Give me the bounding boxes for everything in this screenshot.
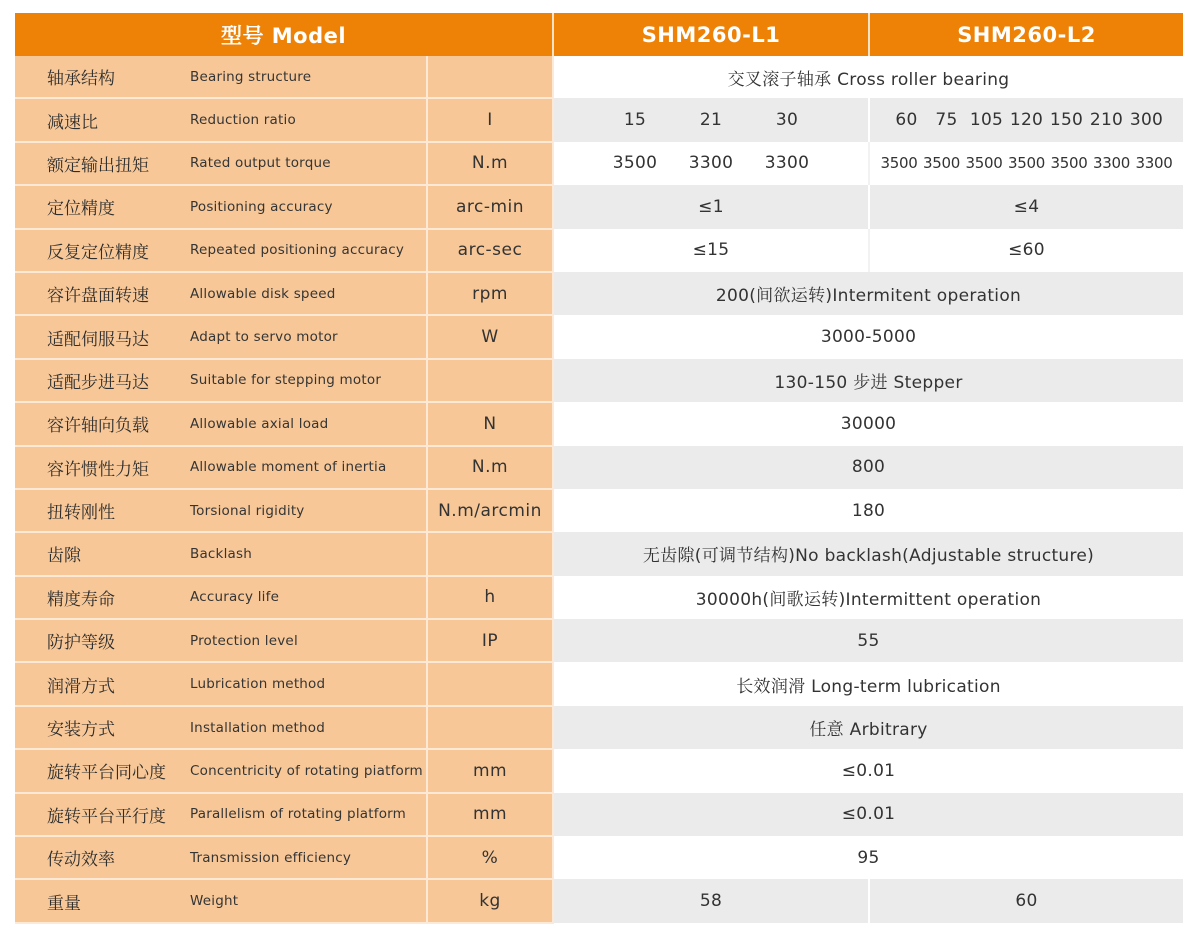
unit-cell: arc-min [427, 185, 553, 228]
ratio-value: 21 [699, 110, 723, 131]
unit-cell: N [427, 402, 553, 445]
value-cell-l1 [553, 98, 869, 141]
ratio-value: 120 [1009, 110, 1044, 131]
torque-value: 3300 [1093, 154, 1130, 173]
label-en: Concentricity of rotating piatform [180, 749, 427, 792]
table-row-lubrication-method [15, 662, 1183, 705]
label-en: Adapt to servo motor [180, 315, 427, 358]
model-l2-header: SHM260-L2 [869, 13, 1183, 56]
value-cell: 长效润滑 Long-term lubrication [553, 662, 1183, 705]
table-row-parallelism [15, 793, 1183, 836]
label-en: Reduction ratio [180, 98, 427, 141]
label-cn: 反复定位精度 [15, 229, 180, 272]
label-cn: 旋转平台平行度 [15, 793, 180, 836]
unit-cell: kg [427, 879, 553, 922]
label-cn: 减速比 [15, 98, 180, 141]
value-cell: 130-150 步进 Stepper [553, 359, 1183, 402]
table-row-concentricity [15, 749, 1183, 792]
ratio-value: 30 [775, 110, 799, 131]
table-row-torsional-rigidity [15, 489, 1183, 532]
label-en: Installation method [180, 706, 427, 749]
torque-value: 3500 [965, 154, 1003, 173]
label-cn: 精度寿命 [15, 576, 180, 619]
spec-table [15, 13, 1183, 924]
label-en: Parallelism of rotating platform [180, 793, 427, 836]
table-row-allowable-disk-speed [15, 272, 1183, 315]
value-cell-l1: ≤1 [553, 185, 869, 228]
label-en: Rated output torque [180, 142, 427, 185]
unit-cell: mm [427, 749, 553, 792]
torque-value: 3300 [1135, 154, 1173, 173]
label-cn: 容许惯性力矩 [15, 446, 180, 489]
value-cell-l2: ≤4 [869, 185, 1183, 228]
value-cell-l2 [869, 142, 1183, 185]
table-row-installation-method [15, 706, 1183, 749]
unit-cell: IP [427, 619, 553, 662]
value-cell-l1: ≤15 [553, 229, 869, 272]
label-en: Transmission efficiency [180, 836, 427, 879]
table-row-moment-of-inertia [15, 446, 1183, 489]
value-cell: 95 [553, 836, 1183, 879]
ratio-value: 105 [969, 110, 1004, 131]
value-cell: 30000 [553, 402, 1183, 445]
label-cn: 扭转刚性 [15, 489, 180, 532]
label-en: Protection level [180, 619, 427, 662]
value-cell-l1 [553, 142, 869, 185]
table-row-servo-motor [15, 315, 1183, 358]
label-cn: 适配伺服马达 [15, 315, 180, 358]
label-cn: 润滑方式 [15, 662, 180, 705]
value-cell: 30000h(间歌运转)Intermittent operation [553, 576, 1183, 619]
label-en: Positioning accuracy [180, 185, 427, 228]
table-row-weight [15, 879, 1183, 922]
table-row-transmission-efficiency [15, 836, 1183, 879]
label-cn: 适配步进马达 [15, 359, 180, 402]
value-cell: ≤0.01 [553, 793, 1183, 836]
unit-cell: W [427, 315, 553, 358]
ratio-value: 300 [1129, 110, 1164, 131]
torque-value: 3500 [1008, 154, 1045, 173]
unit-cell: % [427, 836, 553, 879]
model-l1-header: SHM260-L1 [553, 13, 869, 56]
label-cn: 安装方式 [15, 706, 180, 749]
label-en: Torsional rigidity [180, 489, 427, 532]
unit-cell [427, 706, 553, 749]
ratio-value: 60 [895, 110, 918, 131]
label-en: Allowable axial load [180, 402, 427, 445]
value-cell: 800 [553, 446, 1183, 489]
value-cell-l2: ≤60 [869, 229, 1183, 272]
torque-value: 3500 [923, 154, 960, 173]
table-row-rated-output-torque [15, 142, 1183, 185]
unit-cell: N.m/arcmin [427, 489, 553, 532]
torque-value: 3500 [880, 154, 918, 173]
model-header: 型号 Model [15, 13, 553, 56]
value-cell-l2: 60 [869, 879, 1183, 922]
label-en: Repeated positioning accuracy [180, 229, 427, 272]
torque-value: 3500 [612, 153, 658, 174]
table-row-repeated-positioning-accuracy [15, 229, 1183, 272]
value-cell: 无齿隙(可调节结构)No backlash(Adjustable structure) [553, 532, 1183, 575]
table-row-bearing-structure [15, 56, 1183, 98]
ratio-value: 15 [623, 110, 647, 131]
value-cell: ≤0.01 [553, 749, 1183, 792]
label-cn: 传动效率 [15, 836, 180, 879]
ratio-value: 75 [935, 110, 958, 131]
unit-cell: N.m [427, 142, 553, 185]
table-row-protection-level [15, 619, 1183, 662]
torque-value: 3300 [688, 153, 734, 174]
label-cn: 防护等级 [15, 619, 180, 662]
value-cell: 55 [553, 619, 1183, 662]
label-en: Lubrication method [180, 662, 427, 705]
unit-cell: I [427, 98, 553, 141]
unit-cell: N.m [427, 446, 553, 489]
label-en: Allowable disk speed [180, 272, 427, 315]
label-en: Allowable moment of inertia [180, 446, 427, 489]
table-row-stepping-motor [15, 359, 1183, 402]
label-en: Suitable for stepping motor [180, 359, 427, 402]
unit-cell: arc-sec [427, 229, 553, 272]
label-cn: 齿隙 [15, 532, 180, 575]
label-en: Accuracy life [180, 576, 427, 619]
ratio-value: 210 [1089, 110, 1124, 131]
label-cn: 容许盘面转速 [15, 272, 180, 315]
table-row-backlash [15, 532, 1183, 575]
unit-cell [427, 359, 553, 402]
unit-cell: h [427, 576, 553, 619]
value-cell-l1: 58 [553, 879, 869, 922]
label-en: Weight [180, 879, 427, 922]
label-cn: 旋转平台同心度 [15, 749, 180, 792]
torque-value: 3500 [1050, 154, 1088, 173]
label-cn: 容许轴向负载 [15, 402, 180, 445]
unit-cell [427, 532, 553, 575]
value-cell: 任意 Arbitrary [553, 706, 1183, 749]
value-cell: 3000-5000 [553, 315, 1183, 358]
unit-cell: rpm [427, 272, 553, 315]
label-cn: 额定输出扭矩 [15, 142, 180, 185]
table-row-axial-load [15, 402, 1183, 445]
value-cell-l2 [869, 98, 1183, 141]
table-row-positioning-accuracy [15, 185, 1183, 228]
value-cell: 200(间欲运转)Intermitent operation [553, 272, 1183, 315]
table-row-reduction-ratio [15, 98, 1183, 141]
label-cn: 轴承结构 [15, 56, 180, 98]
header-row [15, 13, 1183, 56]
torque-value: 3300 [764, 153, 810, 174]
table-row-accuracy-life [15, 576, 1183, 619]
value-cell: 交叉滚子轴承 Cross roller bearing [553, 56, 1183, 98]
unit-cell: mm [427, 793, 553, 836]
unit-cell [427, 56, 553, 98]
label-cn: 定位精度 [15, 185, 180, 228]
label-en: Bearing structure [180, 56, 427, 98]
label-en: Backlash [180, 532, 427, 575]
label-cn: 重量 [15, 879, 180, 922]
ratio-value: 150 [1049, 110, 1084, 131]
unit-cell [427, 662, 553, 705]
value-cell: 180 [553, 489, 1183, 532]
